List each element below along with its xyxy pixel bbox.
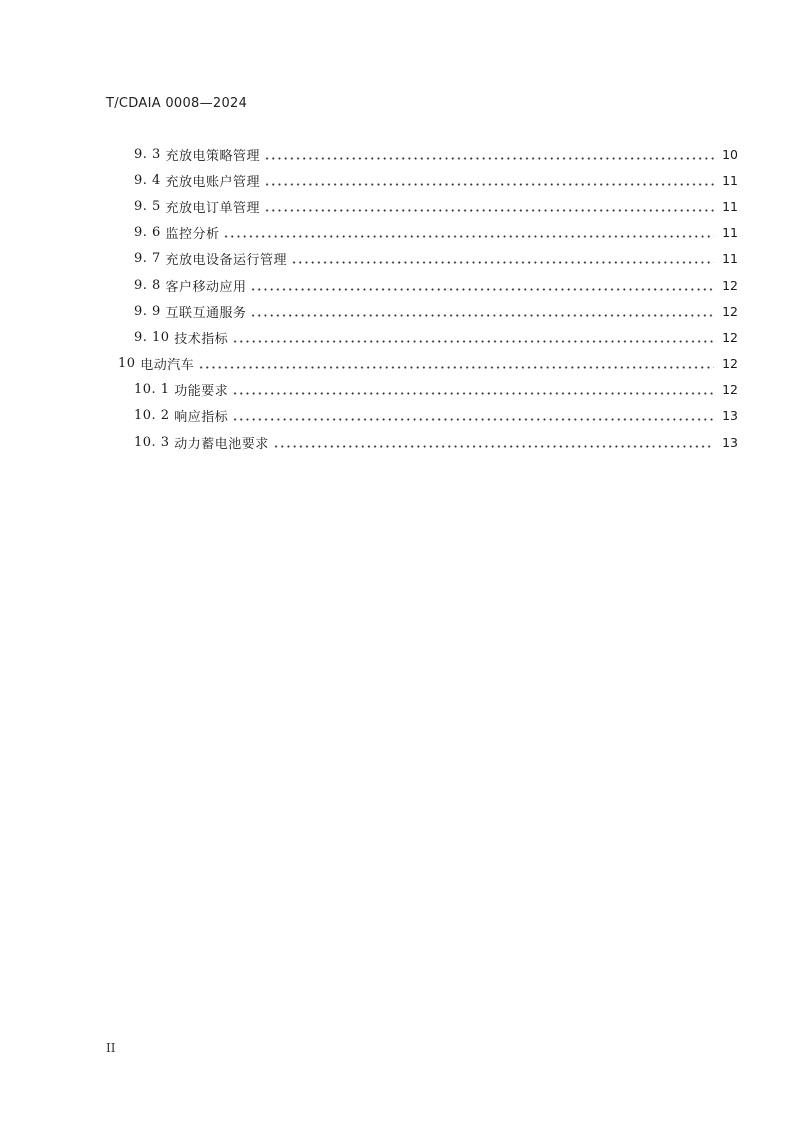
toc-dot-leader [250,314,714,317]
toc-entry-title: 响应指标 [174,410,229,426]
toc-dot-leader [232,392,714,395]
toc-entry-page: 12 [722,277,738,293]
toc-entry-title: 充放电订单管理 [165,200,260,216]
toc-entry-page: 12 [722,329,738,345]
toc-entry-number: 10. 3 [134,434,175,450]
toc-entry-page: 12 [722,382,738,398]
toc-entry-page: 13 [722,408,738,424]
toc-entry[interactable] [0,298,800,324]
toc-dot-leader [232,418,714,421]
table-of-contents [0,141,800,455]
toc-entry-page: 11 [722,225,738,241]
toc-entry-page: 11 [722,251,738,267]
toc-entry-number: 10. 1 [134,382,175,398]
page-number: II [106,1041,116,1055]
toc-entry-page: 10 [722,146,738,162]
toc-entry-title: 监控分析 [165,227,220,243]
toc-entry-title: 动力蓄电池要求 [174,436,269,452]
toc-dot-leader [264,157,714,160]
toc-entry-number: 10. 2 [134,408,175,424]
toc-entry-number: 9. 3 [134,146,166,162]
toc-entry[interactable] [0,246,800,272]
toc-entry-title: 充放电策略管理 [165,148,260,164]
toc-entry-title: 功能要求 [174,384,229,400]
toc-dot-leader [264,209,714,212]
toc-entry[interactable] [0,351,800,377]
toc-entry-page: 12 [722,356,738,372]
toc-entry-number: 9. 10 [134,329,175,345]
toc-entry-page: 13 [722,434,738,450]
toc-entry-page: 11 [722,198,738,214]
toc-entry-number: 9. 9 [134,303,166,319]
toc-entry-title: 技术指标 [174,331,229,347]
toc-entry-title: 充放电账户管理 [165,174,260,190]
toc-entry[interactable] [0,272,800,298]
toc-entry-number: 9. 8 [134,277,166,293]
toc-dot-leader [291,261,714,264]
toc-entry[interactable] [0,141,800,167]
toc-entry-title: 充放电设备运行管理 [165,253,287,269]
toc-entry-title: 互联互通服务 [165,305,247,321]
toc-entry-number: 9. 6 [134,225,166,241]
toc-entry[interactable] [0,167,800,193]
toc-entry-title: 客户移动应用 [165,279,247,295]
toc-entry-number: 9. 4 [134,172,166,188]
toc-entry[interactable] [0,429,800,455]
toc-dot-leader [223,235,714,238]
toc-dot-leader [264,183,714,186]
toc-entry-title: 电动汽车 [140,358,195,374]
toc-entry[interactable] [0,403,800,429]
toc-entry-number: 9. 7 [134,251,166,267]
toc-entry[interactable] [0,220,800,246]
toc-entry-number: 10 [118,356,141,372]
toc-dot-leader [250,288,714,291]
toc-entry-page: 11 [722,172,738,188]
toc-entry[interactable] [0,193,800,219]
toc-entry[interactable] [0,324,800,350]
toc-entry[interactable] [0,377,800,403]
toc-dot-leader [198,366,714,369]
toc-entry-page: 12 [722,303,738,319]
document-id: T/CDAIA 0008—2024 [106,96,248,111]
toc-dot-leader [273,445,714,448]
toc-dot-leader [232,340,714,343]
toc-entry-number: 9. 5 [134,198,166,214]
